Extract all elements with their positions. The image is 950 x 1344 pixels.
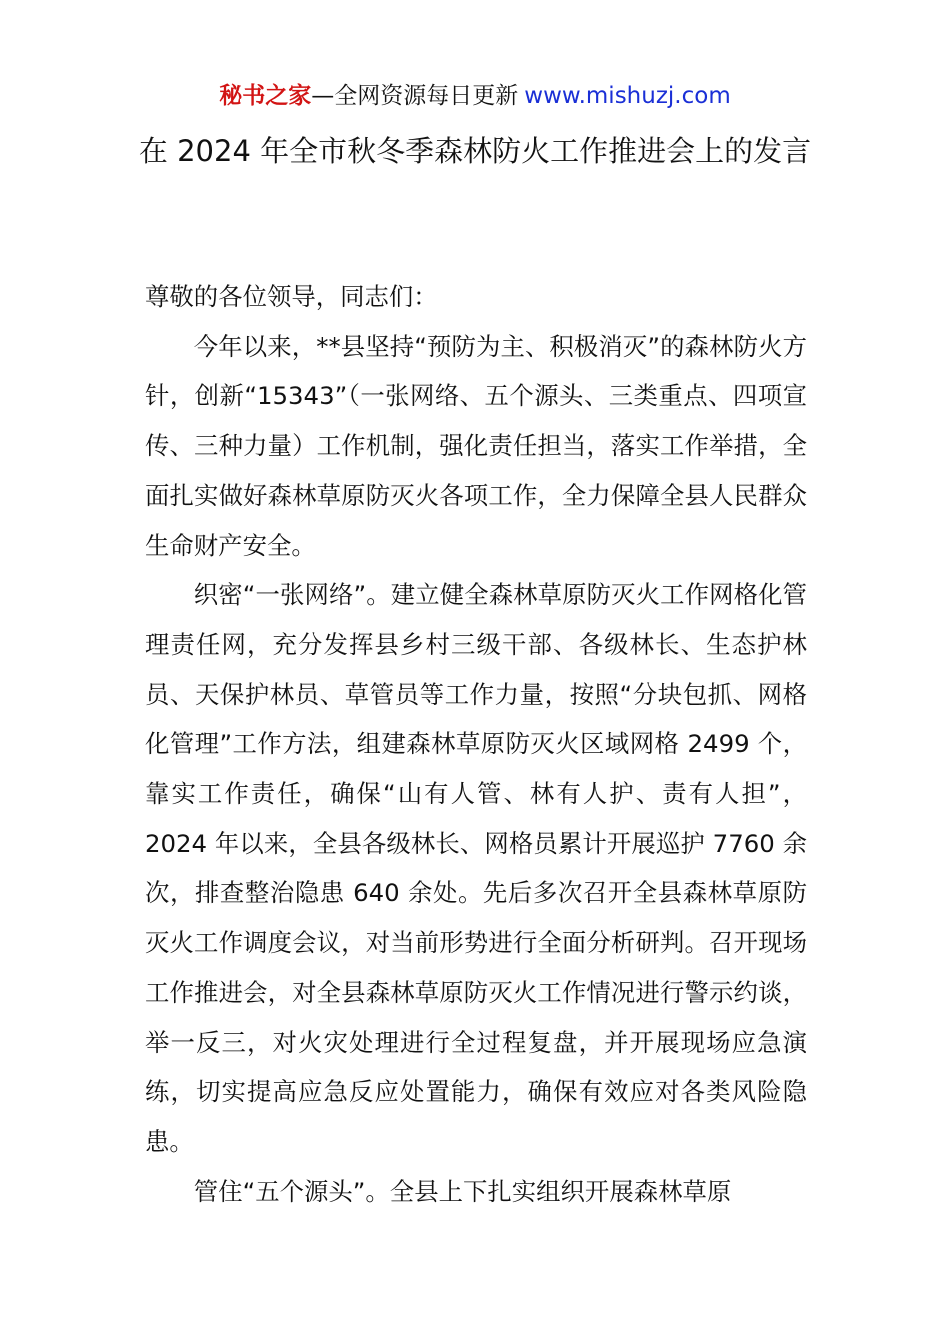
- body-paragraph: 织密“一张网络”。建立健全森林草原防灭火工作网格化管理责任网，充分发挥县乡村三级干部、各级林长、生态护林员、天保护林员、草管员等工作力量，按照“分块包抓、网格化管理”工作方法，组建森林草原防灭火区域网格 2499 个，靠实工作责任，确保“山有人管、林有人护、责有人担”，2024 年以来，全县各级林长、网格员累计开展巡护 7760 余次，排查整治隐患 640 余处。先后多次召开全县森林草原防灭火工作调度会议，对当前形势进行全面分析研判。召开现场工作推进会，对全县森林草原防灭火工作情况进行警示约谈，举一反三，对火灾处理进行全过程复盘，并开展现场应急演练，切实提高应急反应处置能力，确保有效应对各类风险隐患。: [145, 580, 807, 1156]
- site-url-link[interactable]: www.mishuzj.com: [524, 83, 731, 109]
- document-body: [145, 272, 807, 1216]
- document-title: 在 2024 年全市秋冬季森林防火工作推进会上的发言: [138, 134, 812, 168]
- salutation: 尊敬的各位领导，同志们：: [145, 282, 438, 311]
- header-tagline: —全网资源每日更新: [311, 83, 519, 109]
- body-paragraph: 今年以来，**县坚持“预防为主、积极消灭”的森林防火方针，创新“15343”（一张网络、五个源头、三类重点、四项宣传、三种力量）工作机制，强化责任担当，落实工作举措，全面扎实做好森林草原防灭火各项工作，全力保障全县人民群众生命财产安全。: [145, 331, 807, 560]
- brand-name: 秘书之家: [219, 83, 312, 109]
- body-paragraph: 管住“五个源头”。全县上下扎实组织开展森林草原: [193, 1176, 732, 1206]
- site-header: [0, 80, 950, 112]
